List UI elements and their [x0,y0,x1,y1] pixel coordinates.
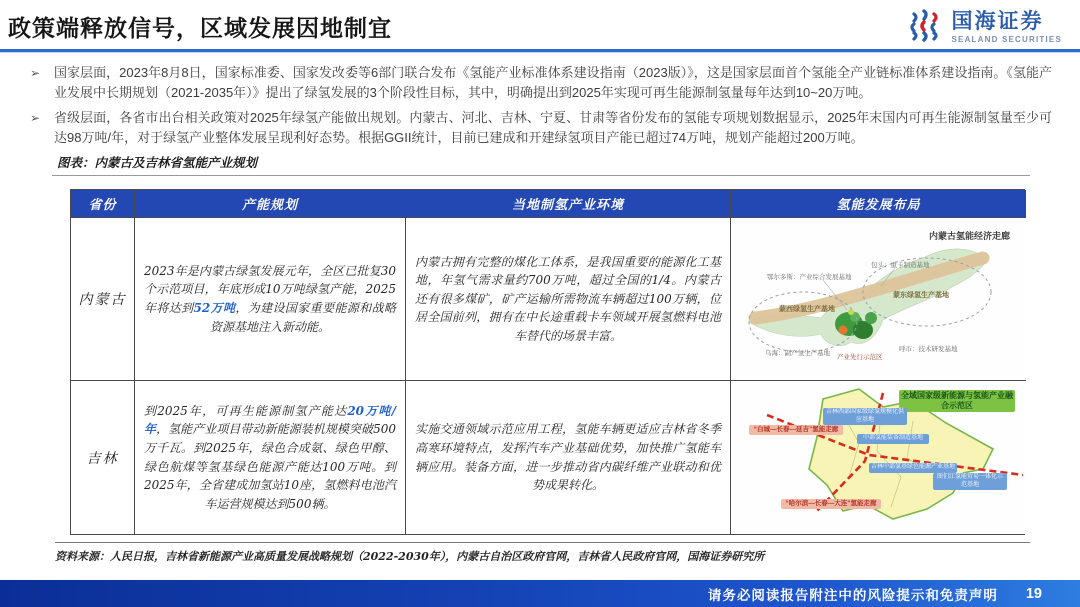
capacity-highlight: 20万吨/年 [144,403,396,437]
capacity-highlight: 52万吨 [193,301,236,315]
map-title: 内蒙古氢能经济走廊 [928,231,1010,241]
capacity-text: 2023年是内蒙古绿氢发展元年，全区已批复30个示范项目，年底形成10万吨绿氢产能，2025年将达到 [144,263,396,315]
table-row-jilin-map [731,381,1026,534]
summary-bullets [30,63,1052,148]
map-label-wuhai: 乌海：副产氢生产基地 [765,350,830,357]
disclaimer-text: 请务必阅读报告附注中的风险提示和免责声明 [707,587,998,603]
jilin-map [731,381,1026,534]
map-label-demo-zone: 产业先行示范区 [837,354,883,361]
hydrogen-plan-table [70,189,1025,535]
slide-header [0,0,1080,52]
jilin-base-label-central: 中部氢能装备制造基地 [857,434,929,444]
capacity-text: 到2025年，可再生能源制氢产能达 [144,403,348,418]
table-row-neimenggu-map [731,218,1026,381]
capacity-text: ，为建设国家重要能源和战略资源基地注入新动能。 [209,301,396,334]
footer-bar [0,580,1080,607]
bullet-provincial-text: 省级层面，各省市出台相关政策对2025年绿氢产能做出规划。内蒙古、河北、吉林、宁夏、甘肃等省份发布的氢能专项规划数据显示，2025年末国内可再生能源制氢量至少可达98万吨/年，对于绿氢产业整体发展呈现利好态势。根据GGII统计，目前已建成和开建绿氢项目产能已超过74万吨，规划产能超过200万吨。 [54,110,1052,145]
jilin-corridor-label-west: “白城—长春—延吉”氢能走廊 [749,425,843,435]
table-row-jilin-province: 吉林 [71,381,135,534]
bullet-national-text: 国家层面，2023年8月8日，国家标准委、国家发改委等6部门联合发布《氢能产业标准体系建设指南（2023版）》，这是国家层面首个氢能全产业链标准体系建设指南。《氢能产业发展中长期规划（2021-2035年）》提出了绿氢发展的3个阶段性目标，其中，明确提出到2025年实现可再生能源制氢量每年达到10~20万吨。 [54,65,1052,100]
map-label-baotou: 包头：重卡制造基地 [871,262,930,269]
map-label-hushi: 呼市：技术研发基地 [899,346,958,353]
page-number: 19 [1025,585,1042,602]
header-divider [0,52,1080,53]
col-header-environment: 当地制氢产业环境 [406,190,731,218]
map-label-eerduosi: 鄂尔多斯：产业综合发展基地 [767,274,852,281]
jilin-corridor-label-south: “哈尔滨—长春—大连”氢能走廊 [781,499,881,509]
page-title: 政策端释放信号，区域发展因地制宜 [8,15,392,41]
caption-divider [52,175,1030,176]
jilin-base-label-tumen: 图们江氢能贸易一体化示范基地 [933,473,1007,490]
table-row-jilin-environment [406,381,731,534]
environment-text: 内蒙古拥有完整的煤化工体系，是我国重要的能源化工基地，年氢气需求量约700万吨，超过全国的1/4。内蒙古还有很多煤矿，矿产运输所需物流车辆超过100万辆，位居全国前列，拥有在中长途重载卡车领域开展氢燃料电池车替代的场景丰富。 [415,254,721,343]
bullet-provincial [30,108,1052,148]
jilin-zone-label: 全域国家级新能源与氢能产业融合示范区 [901,391,1013,410]
map-label-mengdong-base: 蒙东绿氢生产基地 [893,292,949,299]
col-header-layout: 氢能发展布局 [731,190,1026,218]
company-logo [907,5,1063,44]
table-row-neimenggu-province: 内蒙古 [71,218,135,381]
environment-text: 实施交通领域示范应用工程，氢能车辆更适应吉林省冬季高寒环境特点，发挥汽车产业基础优势，加快推广氢能车辆应用。装备方面，进一步推动省内碳纤维产业联动和优势成果转化。 [415,422,721,493]
table-row-neimenggu-capacity [135,218,406,381]
bullet-arrow-icon: ➢ [30,66,41,80]
sealand-logo-icon [907,6,945,44]
bullet-national [30,63,1052,103]
jilin-base-label-energy: 吉林中部氢基绿色能源产业基地 [869,463,957,473]
col-header-province: 省份 [71,190,135,218]
jilin-base-label-west: 吉林西部国家级绿氢规模化供应基地 [823,408,907,425]
col-header-capacity: 产能规划 [135,190,406,218]
capacity-text: ，氢能产业项目带动新能源装机规模突破500万千瓦。到2025年，绿色合成氨、绿色甲醇、绿色航煤等氢基绿色能源产能达100万吨。到2025年，全省建成加氢站10座，氢燃料电池汽车运营规模达到500辆。 [144,422,396,511]
table-row-jilin-capacity [135,381,406,534]
bullet-arrow-icon: ➢ [30,111,41,125]
logo-name-en: SEALAND SECURITIES [951,35,1062,44]
map-label-mengxi-base: 蒙西绿氢生产基地 [779,306,835,313]
inner-mongolia-map [731,218,1026,380]
source-note: 资料来源：人民日报，吉林省新能源产业高质量发展战略规划（2022-2030年），内蒙古自治区政府官网，吉林省人民政府官网，国海证券研究所 [55,542,1030,564]
table-row-neimenggu-environment [406,218,731,381]
logo-name-cn: 国海证券 [951,10,1044,33]
figure-caption: 图表：内蒙古及吉林省氢能产业规划 [57,155,258,170]
